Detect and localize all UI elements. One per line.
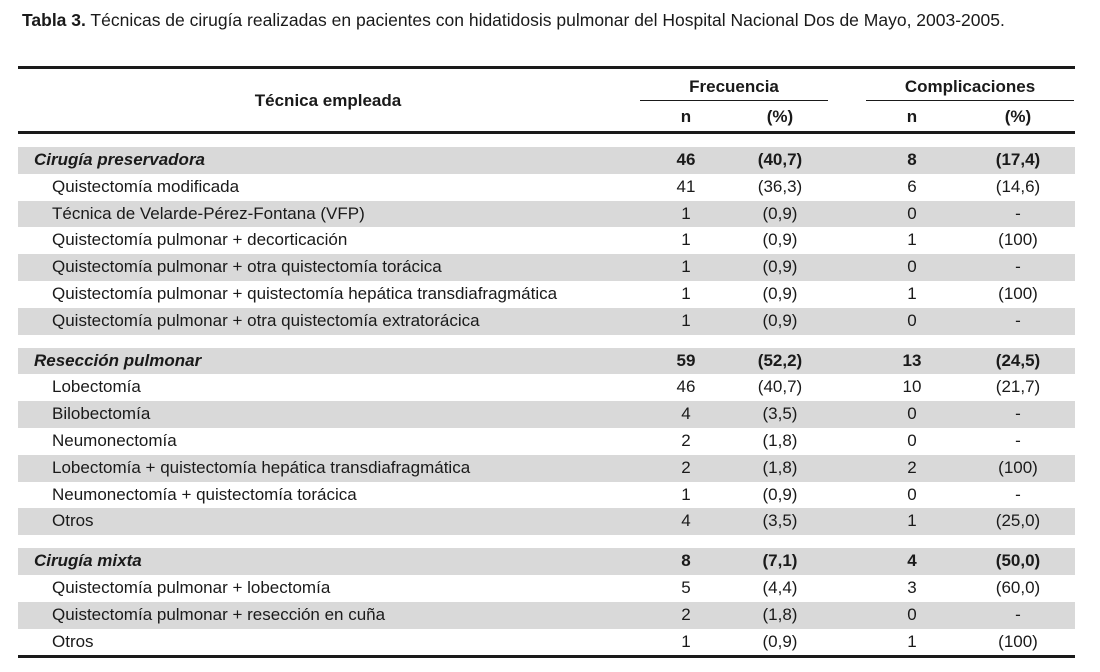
comp-n-cell: 10 [902,377,922,397]
frecuencia-underline [640,100,828,101]
frec-n-cell: 8 [681,551,691,571]
table-row [18,174,1075,201]
technique-cell: Quistectomía pulmonar + lobectomía [52,577,331,597]
comp-pct-cell: (100) [998,457,1038,477]
comp-pct-cell: - [1015,203,1021,223]
table-row [18,401,1075,428]
comp-n-cell: 0 [907,604,917,624]
header-frecuencia: Frecuencia [689,77,779,96]
comp-pct-cell: - [1015,404,1021,424]
header-comp-pct: (%) [1004,107,1032,126]
table-body [18,134,1075,655]
caption-label: Tabla 3. [22,10,86,30]
frec-pct-cell: (4,4) [762,577,798,597]
table-header [18,69,1075,131]
frec-n-cell: 1 [681,310,691,330]
technique-cell: Quistectomía pulmonar + otra quistectomía extratorácica [52,310,480,330]
comp-pct-cell: (25,0) [995,511,1041,531]
table-row [18,254,1075,281]
header-complicaciones: Complicaciones [904,77,1036,96]
technique-cell: Quistectomía modificada [52,176,240,196]
frec-pct-cell: (1,8) [762,430,798,450]
group-row [18,147,1075,174]
comp-n-cell: 0 [907,310,917,330]
header-comp-n: n [906,107,918,126]
comp-pct-cell: (14,6) [995,176,1041,196]
technique-cell: Cirugía mixta [34,551,142,571]
comp-pct-cell: - [1015,430,1021,450]
technique-cell: Bilobectomía [52,404,151,424]
comp-pct-cell: (24,5) [995,350,1041,370]
complicaciones-underline [866,100,1074,101]
frec-n-cell: 2 [681,430,691,450]
table-row [18,308,1075,335]
frec-n-cell: 4 [681,404,691,424]
technique-cell: Resección pulmonar [34,350,202,370]
comp-pct-cell: (100) [998,283,1038,303]
comp-pct-cell: (60,0) [995,577,1041,597]
comp-n-cell: 3 [907,577,917,597]
frec-pct-cell: (0,9) [762,283,798,303]
header-frec-pct: (%) [766,107,794,126]
frec-n-cell: 59 [676,350,696,370]
technique-cell: Otros [52,511,94,531]
frec-n-cell: 46 [676,150,696,169]
group-gap [18,335,1075,348]
technique-cell: Quistectomía pulmonar + resección en cuña [52,604,386,624]
comp-n-cell: 13 [902,350,922,370]
comp-n-cell: 8 [907,150,917,169]
frec-n-cell: 1 [681,203,691,223]
comp-n-cell: 1 [907,631,917,651]
frec-pct-cell: (36,3) [757,176,803,196]
comp-n-cell: 1 [907,230,917,250]
comp-pct-cell: (100) [998,631,1038,651]
table-row [18,374,1075,401]
frec-pct-cell: (7,1) [762,551,798,571]
table-row [18,482,1075,509]
table-row [18,201,1075,228]
frec-pct-cell: (0,9) [762,310,798,330]
comp-pct-cell: - [1015,604,1021,624]
frec-pct-cell: (1,8) [762,604,798,624]
frec-pct-cell: (3,5) [762,404,798,424]
frec-pct-cell: (40,7) [757,150,803,169]
technique-cell: Neumonectomía [52,430,177,450]
frec-n-cell: 1 [681,484,691,504]
frec-n-cell: 1 [681,257,691,277]
group-gap [18,134,1075,147]
comp-pct-cell: (21,7) [995,377,1041,397]
comp-pct-cell: - [1015,257,1021,277]
table-row [18,227,1075,254]
table-row [18,629,1075,656]
technique-cell: Quistectomía pulmonar + quistectomía hepática transdiafragmática [52,283,558,303]
table-row [18,428,1075,455]
comp-pct-cell: (17,4) [995,150,1041,169]
technique-cell: Otros [52,631,94,651]
table-row [18,602,1075,629]
comp-pct-cell: - [1015,484,1021,504]
comp-n-cell: 0 [907,430,917,450]
comp-n-cell: 0 [907,484,917,504]
comp-n-cell: 1 [907,511,917,531]
header-technique: Técnica empleada [254,91,402,110]
frec-pct-cell: (0,9) [762,230,798,250]
frec-n-cell: 46 [676,377,696,397]
table-row [18,575,1075,602]
table-row [18,455,1075,482]
frec-pct-cell: (0,9) [762,631,798,651]
comp-pct-cell: (100) [998,230,1038,250]
group-row [18,348,1075,375]
group-gap [18,535,1075,548]
table-row [18,508,1075,535]
frec-pct-cell: (0,9) [762,203,798,223]
technique-cell: Quistectomía pulmonar + decorticación [52,230,348,250]
technique-cell: Lobectomía [52,377,141,397]
frec-pct-cell: (1,8) [762,457,798,477]
comp-pct-cell: - [1015,310,1021,330]
group-row [18,548,1075,575]
frec-pct-cell: (3,5) [762,511,798,531]
comp-n-cell: 2 [907,457,917,477]
frec-n-cell: 4 [681,511,691,531]
comp-n-cell: 0 [907,257,917,277]
frec-n-cell: 5 [681,577,691,597]
table-caption [22,10,1005,31]
frec-pct-cell: (52,2) [757,350,803,370]
frec-n-cell: 1 [681,230,691,250]
comp-pct-cell: (50,0) [995,551,1041,571]
technique-cell: Neumonectomía + quistectomía torácica [52,484,357,504]
surgery-techniques-table [18,66,1075,658]
comp-n-cell: 4 [907,551,917,571]
frec-pct-cell: (0,9) [762,484,798,504]
frec-pct-cell: (0,9) [762,257,798,277]
technique-cell: Cirugía preservadora [34,150,206,169]
frec-pct-cell: (40,7) [757,377,803,397]
technique-cell: Técnica de Velarde-Pérez-Fontana (VFP) [52,203,365,223]
table-row [18,281,1075,308]
frec-n-cell: 2 [681,457,691,477]
technique-cell: Quistectomía pulmonar + otra quistectomía torácica [52,257,442,277]
frec-n-cell: 41 [676,176,696,196]
comp-n-cell: 6 [907,176,917,196]
frec-n-cell: 1 [681,631,691,651]
technique-cell: Lobectomía + quistectomía hepática transdiafragmática [52,457,471,477]
header-frec-n: n [680,107,692,126]
frec-n-cell: 1 [681,283,691,303]
caption-text: Técnicas de cirugía realizadas en pacientes con hidatidosis pulmonar del Hospital Nacional Dos de Mayo, 2003-2005. [85,10,1005,30]
comp-n-cell: 1 [907,283,917,303]
bottom-rule [18,655,1075,658]
comp-n-cell: 0 [907,203,917,223]
frec-n-cell: 2 [681,604,691,624]
comp-n-cell: 0 [907,404,917,424]
